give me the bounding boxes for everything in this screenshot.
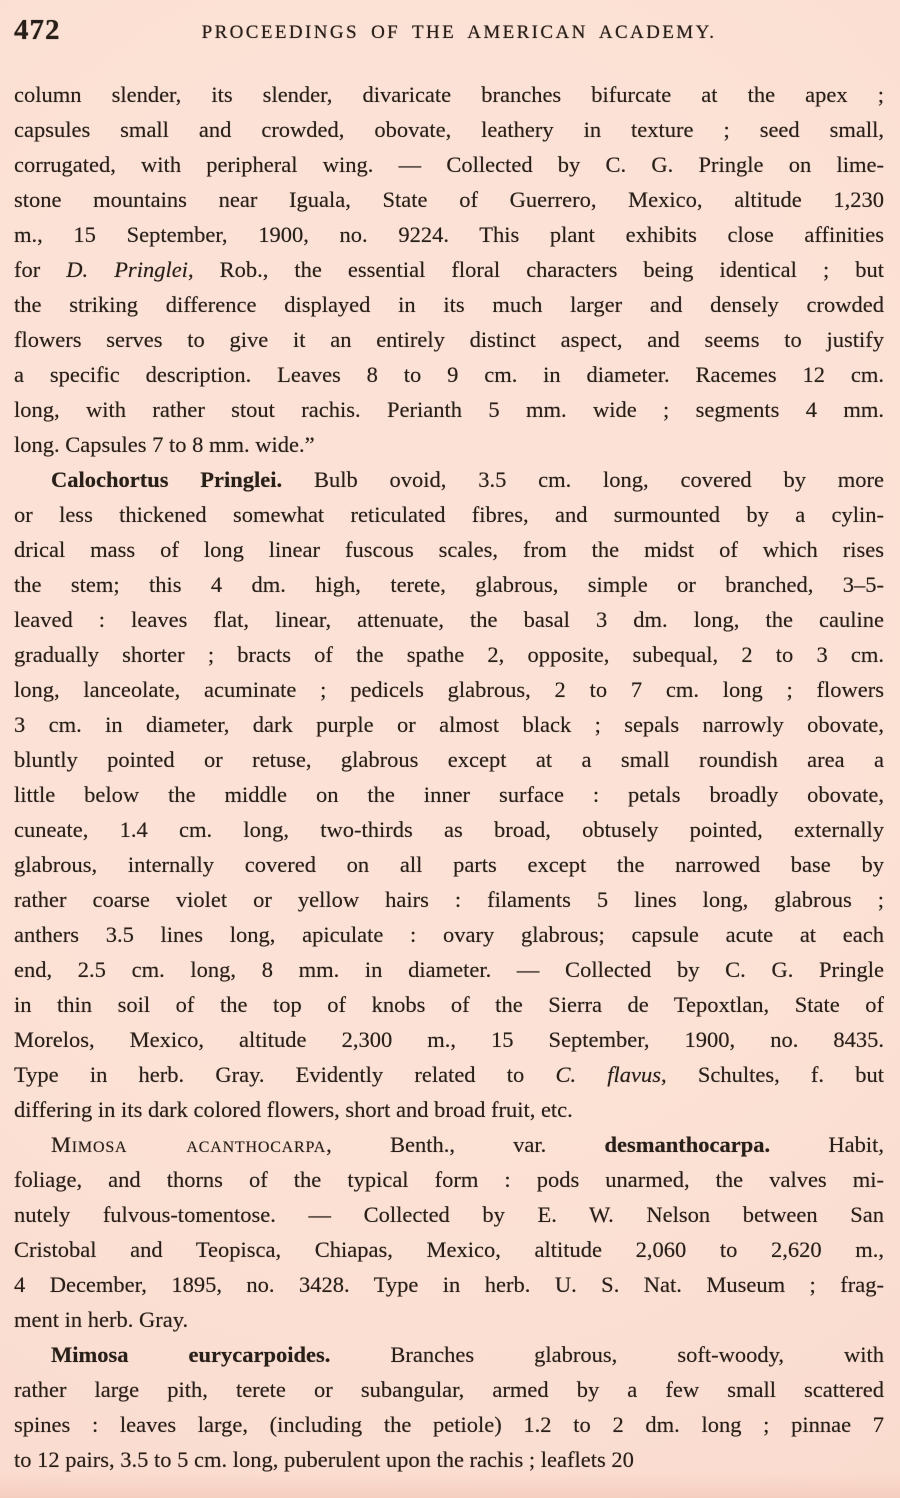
text-segment: a specific description. Leaves 8 to 9 cm. in diameter. Racemes 12 cm. <box>14 362 884 387</box>
text-segment: long. Capsules 7 to 8 mm. wide.” <box>14 432 315 457</box>
text-line <box>14 637 884 672</box>
text-line <box>14 882 884 917</box>
page-header <box>14 14 884 50</box>
text-segment: corrugated, with peripheral wing. — Collected by C. G. Pringle on lime- <box>14 152 884 177</box>
text-line <box>14 1022 884 1057</box>
species-name-smallcaps: Mimosa acanthocarpa <box>51 1132 327 1157</box>
text-line <box>14 147 884 182</box>
text-line <box>14 987 884 1022</box>
text-segment: Branches glabrous, soft-woody, with <box>330 1342 884 1367</box>
text-line <box>14 777 884 812</box>
text-line <box>14 952 884 987</box>
text-segment: in thin soil of the top of knobs of the Sierra de Tepoxtlan, State of <box>14 992 884 1017</box>
text-segment: differing in its dark colored flowers, short and broad fruit, etc. <box>14 1097 573 1122</box>
text-segment: stone mountains near Iguala, State of Guerrero, Mexico, altitude 1,230 <box>14 187 884 212</box>
species-heading: desmanthocarpa. <box>604 1132 771 1157</box>
text-segment: capsules small and crowded, obovate, leathery in texture ; seed small, <box>14 117 884 142</box>
text-segment: to 12 pairs, 3.5 to 5 cm. long, puberulent upon the rachis ; leaflets 20 <box>14 1447 634 1472</box>
text-line <box>14 917 884 952</box>
text-line <box>14 77 884 112</box>
text-line <box>14 1057 884 1092</box>
text-segment: flowers serves to give it an entirely distinct aspect, and seems to justify <box>14 327 884 352</box>
text-line <box>14 462 884 497</box>
text-segment: bluntly pointed or retuse, glabrous except at a small roundish area a <box>14 747 884 772</box>
text-line <box>14 1442 884 1477</box>
text-segment: Morelos, Mexico, altitude 2,300 m., 15 September, 1900, no. 8435. <box>14 1027 884 1052</box>
text-line <box>14 1127 884 1162</box>
text-line <box>14 252 884 287</box>
text-segment: , Schultes, f. but <box>661 1062 884 1087</box>
text-line <box>14 427 884 462</box>
text-line <box>14 1197 884 1232</box>
text-segment: or less thickened somewhat reticulated fibres, and surmounted by a cylin- <box>14 502 884 527</box>
text-line <box>14 812 884 847</box>
text-line <box>14 1162 884 1197</box>
text-segment: anthers 3.5 lines long, apiculate : ovary glabrous; capsule acute at each <box>14 922 884 947</box>
text-segment: 3 cm. in diameter, dark purple or almost black ; sepals narrowly obovate, <box>14 712 884 737</box>
text-line <box>14 497 884 532</box>
text-line <box>14 567 884 602</box>
text-segment: glabrous, internally covered on all parts except the narrowed base by <box>14 852 884 877</box>
text-line <box>14 1092 884 1127</box>
text-segment: rather large pith, terete or subangular, armed by a few small scattered <box>14 1377 884 1402</box>
text-segment: long, lanceolate, acuminate ; pedicels glabrous, 2 to 7 cm. long ; flowers <box>14 677 884 702</box>
text-segment: the striking difference displayed in its much larger and densely crowded <box>14 292 884 317</box>
text-segment: gradually shorter ; bracts of the spathe 2, opposite, subequal, 2 to 3 cm. <box>14 642 884 667</box>
text-segment: rather coarse violet or yellow hairs : filaments 5 lines long, glabrous ; <box>14 887 884 912</box>
text-line <box>14 1267 884 1302</box>
text-line <box>14 357 884 392</box>
text-line <box>14 217 884 252</box>
text-segment: Cristobal and Teopisca, Chiapas, Mexico, altitude 2,060 to 2,620 m., <box>14 1237 884 1262</box>
page-number: 472 <box>14 14 61 46</box>
running-title: PROCEEDINGS OF THE AMERICAN ACADEMY. <box>201 22 717 43</box>
text-line <box>14 287 884 322</box>
text-segment: Habit, <box>770 1132 884 1157</box>
text-line <box>14 182 884 217</box>
text-segment: leaved : leaves flat, linear, attenuate, the basal 3 dm. long, the cauline <box>14 607 884 632</box>
text-line <box>14 707 884 742</box>
text-segment: ment in herb. Gray. <box>14 1307 189 1332</box>
species-heading: Mimosa eurycarpoides. <box>51 1342 331 1367</box>
species-name-italic: D. Pringlei <box>66 257 188 282</box>
species-name-italic: C. flavus <box>555 1062 662 1087</box>
text-line <box>14 1302 884 1337</box>
text-line <box>14 112 884 147</box>
text-segment: for <box>14 257 67 282</box>
text-line <box>14 1337 884 1372</box>
page-body <box>14 77 884 1477</box>
text-segment: column slender, its slender, divaricate branches bifurcate at the apex ; <box>14 82 884 107</box>
text-segment: Bulb ovoid, 3.5 cm. long, covered by more <box>282 467 884 492</box>
text-line <box>14 532 884 567</box>
text-segment: nutely fulvous-tomentose. — Collected by E. W. Nelson between San <box>14 1202 884 1227</box>
text-segment: spines : leaves large, (including the petiole) 1.2 to 2 dm. long ; pinnae 7 <box>14 1412 884 1437</box>
text-segment: , Benth., var. <box>326 1132 605 1157</box>
text-line <box>14 392 884 427</box>
text-segment: foliage, and thorns of the typical form : pods unarmed, the valves mi- <box>14 1167 884 1192</box>
text-line <box>14 847 884 882</box>
text-line <box>14 322 884 357</box>
text-line <box>14 1372 884 1407</box>
text-line <box>14 742 884 777</box>
text-segment: little below the middle on the inner surface : petals broadly obovate, <box>14 782 884 807</box>
text-segment: Type in herb. Gray. Evidently related to <box>14 1062 556 1087</box>
text-line <box>14 672 884 707</box>
text-segment: drical mass of long linear fuscous scales, from the midst of which rises <box>14 537 884 562</box>
text-segment: end, 2.5 cm. long, 8 mm. in diameter. — Collected by C. G. Pringle <box>14 957 884 982</box>
text-segment: 4 December, 1895, no. 3428. Type in herb. U. S. Nat. Museum ; frag- <box>14 1272 884 1297</box>
text-line <box>14 1232 884 1267</box>
species-heading: Calochortus Pringlei. <box>51 467 283 492</box>
text-segment: the stem; this 4 dm. high, terete, glabrous, simple or branched, 3–5- <box>14 572 884 597</box>
text-line <box>14 1407 884 1442</box>
text-segment: cuneate, 1.4 cm. long, two-thirds as broad, obtusely pointed, externally <box>14 817 884 842</box>
text-segment: , Rob., the essential floral characters being identical ; but <box>187 257 884 282</box>
text-line <box>14 602 884 637</box>
text-segment: long, with rather stout rachis. Perianth 5 mm. wide ; segments 4 mm. <box>14 397 884 422</box>
text-segment: m., 15 September, 1900, no. 9224. This plant exhibits close affinities <box>14 222 884 247</box>
